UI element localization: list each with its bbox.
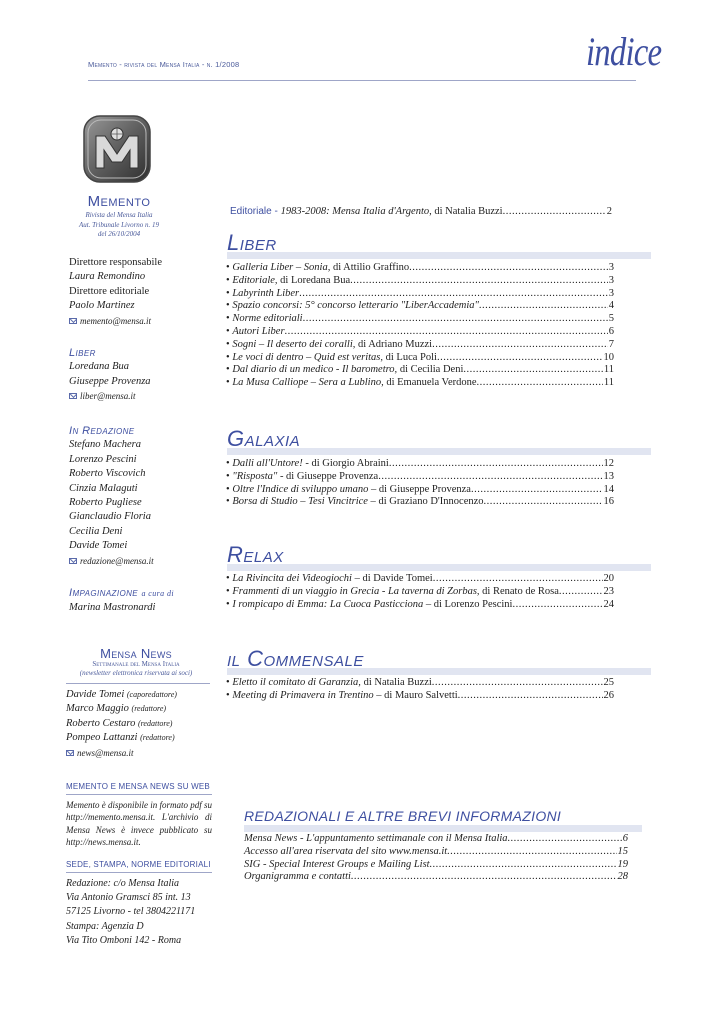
person-role: (caporedattore) <box>126 690 177 699</box>
email-text: redazione@mensa.it <box>80 555 154 566</box>
page-number: 11 <box>603 364 614 376</box>
entry-author: di Adriano Muzzi <box>355 338 433 350</box>
entry-author: di Renato de Rosa <box>479 585 559 597</box>
news-person <box>66 702 177 716</box>
page-number: 28 <box>617 871 628 883</box>
entry-text: • "Risposta" - di Giuseppe Provenza <box>226 470 379 482</box>
toc-relax <box>226 573 614 611</box>
liber-block <box>69 346 151 404</box>
toc-entry[interactable] <box>244 833 628 846</box>
dot-leader <box>351 871 617 884</box>
section-title-commensale: il Commensale <box>227 646 364 671</box>
masthead-subtitle <box>66 211 172 240</box>
toc-entry[interactable] <box>244 859 628 872</box>
person-role: (redattore) <box>137 718 173 728</box>
toc-entry[interactable] <box>226 339 614 352</box>
dot-leader <box>350 275 608 288</box>
person-role: (redattore) <box>140 733 175 743</box>
toc-entry[interactable] <box>226 496 614 509</box>
dot-leader <box>479 300 608 313</box>
dot-leader <box>433 573 603 586</box>
page-number: 20 <box>603 573 614 584</box>
dot-leader <box>447 846 616 859</box>
page-number: 7 <box>608 338 614 350</box>
entry-title: Accesso all'area riservata del sito www.mensa.it <box>244 845 448 857</box>
page-number: 6 <box>622 833 628 844</box>
toc-entry[interactable] <box>226 288 614 301</box>
news-person <box>66 688 177 702</box>
entry-title: Spazio concorsi: 5° concorso letterario "LiberAccademia" <box>232 300 479 312</box>
entry-author: di Giuseppe Provenza <box>376 483 471 495</box>
email-text: liber@mensa.it <box>80 391 136 402</box>
dot-leader <box>463 364 602 377</box>
dot-leader <box>508 833 622 846</box>
section-bar <box>244 825 642 832</box>
email-text: news@mensa.it <box>77 747 134 758</box>
page-number: 26 <box>603 689 614 701</box>
entry-text: • Meeting di Primavera in Trentino – di Mauro Salvetti <box>226 689 458 701</box>
person-name: Marco Maggio <box>66 703 129 715</box>
entry-author: - di Giuseppe Provenza <box>277 470 379 482</box>
entry-text: • Autori Liber <box>226 325 285 337</box>
section-bar <box>227 564 651 571</box>
direttore-edit-label: Direttore editoriale <box>69 285 150 297</box>
page-title: indice <box>586 29 662 74</box>
redazione-email-link[interactable] <box>69 554 154 568</box>
stampa-address <box>66 920 216 948</box>
entry-text: • La Musa Calliope – Sera a Lublino, di Emanuela Verdone <box>226 377 477 389</box>
toc-entry[interactable] <box>226 484 614 497</box>
envelope-icon <box>66 750 74 756</box>
dot-leader <box>503 205 606 219</box>
page-number: 11 <box>603 377 614 389</box>
address-line: Stampa: Agenzia D <box>66 921 144 932</box>
entry-title: Borsa di Studio – Tesi Vincitrice – <box>232 496 376 508</box>
news-email-link[interactable] <box>66 746 177 760</box>
toc-entry[interactable] <box>244 846 628 859</box>
masthead-line: Aut. Tribunale Livorno n. 19 <box>78 220 160 229</box>
entry-text: • Dalli all'Untore! - di Giorgio Abraini <box>226 458 389 469</box>
person-name: Roberto Cestaro <box>66 717 136 729</box>
toc-commensale <box>226 677 614 703</box>
toc-entry[interactable] <box>226 599 614 612</box>
dot-leader <box>477 377 603 390</box>
staff-name: Davide Tomei <box>69 540 128 552</box>
impaginazione-note: a cura di <box>141 589 174 598</box>
page-number: 12 <box>603 458 614 469</box>
toc-entry[interactable] <box>226 352 614 365</box>
mensa-news-subtitle <box>60 660 212 678</box>
page-number: 16 <box>603 496 614 508</box>
direttore-resp-name: Laura Remondino <box>69 271 146 283</box>
page-number: 6 <box>608 325 614 337</box>
entry-title: Labyrinth Liber <box>232 287 300 299</box>
envelope-icon <box>69 318 77 324</box>
masthead-line: Rivista del Mensa Italia <box>85 211 153 219</box>
redazione-heading: In Redazione <box>69 425 135 437</box>
toc-liber <box>226 262 614 390</box>
page-number: 15 <box>617 845 628 857</box>
staff-name: Loredana Bua <box>69 361 129 373</box>
redazione-block <box>69 424 154 568</box>
entry-text: • Borsa di Studio – Tesi Vincitrice – di Graziano D'Innocenzo <box>226 496 484 508</box>
entry-text: • Editoriale, di Loredana Bua <box>226 274 351 286</box>
entry-title: Mensa News - L'appuntamento settimanale con il Mensa Italia <box>244 833 508 844</box>
news-person <box>66 731 177 745</box>
envelope-icon <box>69 393 77 399</box>
toc-row <box>230 205 612 219</box>
entry-title: Editoriale, <box>232 274 278 286</box>
dot-leader <box>409 262 608 275</box>
entry-title: Meeting di Primavera in Trentino – <box>232 689 382 701</box>
dot-leader <box>559 586 603 599</box>
entry-author: di Attilio Graffino <box>330 262 410 273</box>
dot-leader <box>471 484 603 497</box>
toc-redazionali <box>244 833 628 884</box>
entry-title: Dal diario di un medico - Il barometro, <box>232 364 398 376</box>
direttore-edit-name: Paolo Martinez <box>69 300 135 312</box>
page-number: 23 <box>603 585 614 597</box>
impaginazione-block <box>69 586 174 616</box>
page-number: 25 <box>603 677 614 688</box>
dot-leader <box>432 339 608 352</box>
toc-entry[interactable] <box>226 262 614 275</box>
dot-leader <box>432 677 603 690</box>
web-heading: MEMENTO E MENSA NEWS SU WEB <box>66 782 212 795</box>
person-name: Davide Tomei <box>66 689 125 700</box>
toc-entry[interactable] <box>226 326 614 339</box>
entry-author: di Cecilia Deni <box>397 364 464 376</box>
toc-entry[interactable] <box>226 313 614 326</box>
entry-title: Frammenti di un viaggio in Grecia - La taverna di Zorbas, <box>232 585 480 597</box>
toc-entry[interactable] <box>226 677 614 690</box>
staff-name: Stefano Machera <box>69 439 142 451</box>
news-person <box>66 717 177 731</box>
editoriale-label: Editoriale - <box>230 206 281 217</box>
toc-entry[interactable] <box>226 300 614 313</box>
web-text: Memento è disponibile in formato pdf su http://memento.mensa.it. L'archivio di Mensa News è invece pubblicato su http://news.mensa.it. <box>66 800 212 847</box>
running-head: Memento - rivista del Mensa Italia - n. 1/2008 <box>88 60 240 69</box>
entry-title: La Rivincita dei Videogiochi – <box>232 573 360 584</box>
entry-author: di Mauro Salvetti <box>381 689 458 701</box>
toc-entry[interactable] <box>226 364 614 377</box>
page-number: 13 <box>603 470 614 482</box>
entry-author: di Luca Poli <box>382 351 437 363</box>
toc-entry[interactable] <box>226 586 614 599</box>
dot-leader <box>430 859 617 872</box>
news-staff-block <box>66 688 177 760</box>
page-number: 14 <box>603 483 614 495</box>
entry-title: Norme editoriali <box>232 313 303 325</box>
entry-text: • Eletto il comitato di Garanzia, di Natalia Buzzi <box>226 677 432 688</box>
entry-text: • Spazio concorsi: 5° concorso letterario "LiberAccademia" <box>226 300 479 312</box>
entry-text: • Dal diario di un medico - Il barometro, di Cecilia Deni <box>226 364 464 376</box>
page-number: 3 <box>608 274 614 286</box>
entry-title: "Risposta" <box>232 470 278 482</box>
entry-title: SIG - Special Interest Groups e Mailing List <box>244 858 430 870</box>
impaginazione-label: Impaginazione <box>69 587 139 599</box>
mensa-news-title: Mensa News <box>100 646 172 661</box>
email-text: memento@mensa.it <box>80 315 152 326</box>
address-line: Redazione: c/o Mensa Italia <box>66 878 180 889</box>
entry-author: - di Giorgio Abraini <box>302 458 389 469</box>
staff-name: Giuseppe Provenza <box>69 375 151 387</box>
page-number: 3 <box>608 287 614 299</box>
entry-title: Le voci di dentro – Quid est veritas, <box>232 351 383 363</box>
section-title-relax: Relax <box>227 542 284 567</box>
entry-author: di Natalia Buzzi <box>431 206 503 217</box>
staff-block <box>69 256 162 328</box>
dot-leader <box>389 458 603 471</box>
dot-leader <box>458 690 603 703</box>
news-divider <box>66 683 210 684</box>
dot-leader <box>437 352 603 365</box>
entry-text: • Le voci di dentro – Quid est veritas, di Luca Poli <box>226 351 437 363</box>
page-number: 10 <box>603 351 614 363</box>
entry-title: Dalli all'Untore! <box>232 458 303 469</box>
toc-entry[interactable] <box>226 275 614 288</box>
memento-email-link[interactable] <box>69 314 162 328</box>
page-number: 5 <box>608 313 614 325</box>
staff-name: Lorenzo Pescini <box>69 453 137 465</box>
redazione-address <box>66 877 216 918</box>
address-line: Via Antonio Gramsci 85 int. 13 <box>66 891 191 903</box>
dot-leader <box>484 496 603 509</box>
entry-title: Sogni – Il deserto dei coralli, <box>232 338 356 350</box>
entry-title: Galleria Liber – Sonia, <box>232 262 331 273</box>
toc-entry[interactable] <box>226 690 614 703</box>
address-line: 57125 Livorno - tel 3804221171 <box>66 905 196 917</box>
person-role: (redattore) <box>131 704 167 714</box>
toc-galaxia <box>226 458 614 509</box>
header-divider <box>88 80 636 81</box>
entry-author: di Natalia Buzzi <box>360 677 432 688</box>
direttore-resp-label: Direttore responsabile <box>69 257 163 268</box>
page-number: 3 <box>608 262 614 273</box>
entry-text: • Oltre l'Indice di sviluppo umano – di Giuseppe Provenza <box>226 483 471 495</box>
dot-leader <box>378 471 602 484</box>
entry-author: di Emanuela Verdone <box>383 377 477 389</box>
staff-name: Roberto Pugliese <box>69 497 142 509</box>
mensa-logo-icon <box>82 114 152 184</box>
staff-name: Marina Mastronardi <box>69 602 156 614</box>
person-name: Pompeo Lattanzi <box>66 732 138 744</box>
entry-text <box>230 205 503 219</box>
staff-name: Cinzia Malaguti <box>69 482 138 494</box>
staff-name: Gianclaudio Floria <box>69 511 151 523</box>
dot-leader <box>512 599 602 612</box>
toc-entry[interactable] <box>226 458 614 471</box>
liber-email-link[interactable] <box>69 389 151 403</box>
sede-heading: SEDE, STAMPA, NORME EDITORIALI <box>66 860 212 873</box>
news-subtitle-line: Settimanale del Mensa Italia <box>92 660 180 668</box>
entry-text: • Labyrinth Liber <box>226 287 300 299</box>
entry-author: di Davide Tomei <box>359 573 433 584</box>
envelope-icon <box>69 558 77 564</box>
entry-title: 1983-2008: Mensa Italia d'Argento, <box>280 206 432 217</box>
page-number: 4 <box>608 300 614 312</box>
toc-entry[interactable] <box>226 573 614 586</box>
toc-entry[interactable] <box>226 471 614 484</box>
toc-entry[interactable] <box>244 871 628 884</box>
masthead-title: Memento <box>87 193 151 210</box>
page-number: 19 <box>617 858 628 870</box>
entry-title: Oltre l'Indice di sviluppo umano – <box>232 483 377 495</box>
entry-title: La Musa Calliope – Sera a Lublino, <box>232 377 384 389</box>
address-line: Via Tito Omboni 142 - Roma <box>66 934 182 946</box>
toc-entry[interactable] <box>226 377 614 390</box>
entry-title: I rompicapo di Emma: La Cuoca Pasticciona – <box>232 598 432 610</box>
entry-text: • Galleria Liber – Sonia, di Attilio Graffino <box>226 262 410 273</box>
news-subtitle-line: (newsletter elettronica riservata ai soci) <box>79 669 193 677</box>
section-title-liber: Liber <box>227 230 277 255</box>
entry-text: • Norme editoriali <box>226 313 303 325</box>
page-number: 2 <box>606 206 612 217</box>
liber-heading: Liber <box>69 347 96 359</box>
dot-leader <box>303 313 608 326</box>
entry-text: • I rompicapo di Emma: La Cuoca Pasticciona – di Lorenzo Pescini <box>226 598 513 610</box>
entry-text: • La Rivincita dei Videogiochi – di Davide Tomei <box>226 573 433 584</box>
editoriale-entry[interactable] <box>230 205 612 219</box>
section-title-galaxia: Galaxia <box>227 426 301 451</box>
entry-title: Eletto il comitato di Garanzia, <box>232 677 361 688</box>
entry-title: Autori Liber <box>232 325 285 337</box>
dot-leader <box>285 326 608 339</box>
masthead-line: del 26/10/2004 <box>97 230 141 238</box>
dot-leader <box>299 288 608 301</box>
staff-name: Cecilia Deni <box>69 525 123 537</box>
entry-text: • Sogni – Il deserto dei coralli, di Adriano Muzzi <box>226 338 433 350</box>
staff-name: Roberto Viscovich <box>69 468 146 480</box>
impaginazione-heading <box>69 586 174 601</box>
page-number: 24 <box>603 598 614 610</box>
section-bar <box>227 252 651 259</box>
entry-author: di Graziano D'Innocenzo <box>375 496 484 508</box>
entry-text: • Frammenti di un viaggio in Grecia - La taverna di Zorbas, di Renato de Rosa <box>226 585 559 597</box>
entry-author: di Lorenzo Pescini <box>431 598 513 610</box>
entry-title: Organigramma e contatti <box>244 871 351 883</box>
redazionali-title: REDAZIONALI E ALTRE BREVI INFORMAZIONI <box>244 808 562 824</box>
entry-author: di Loredana Bua <box>277 274 351 286</box>
